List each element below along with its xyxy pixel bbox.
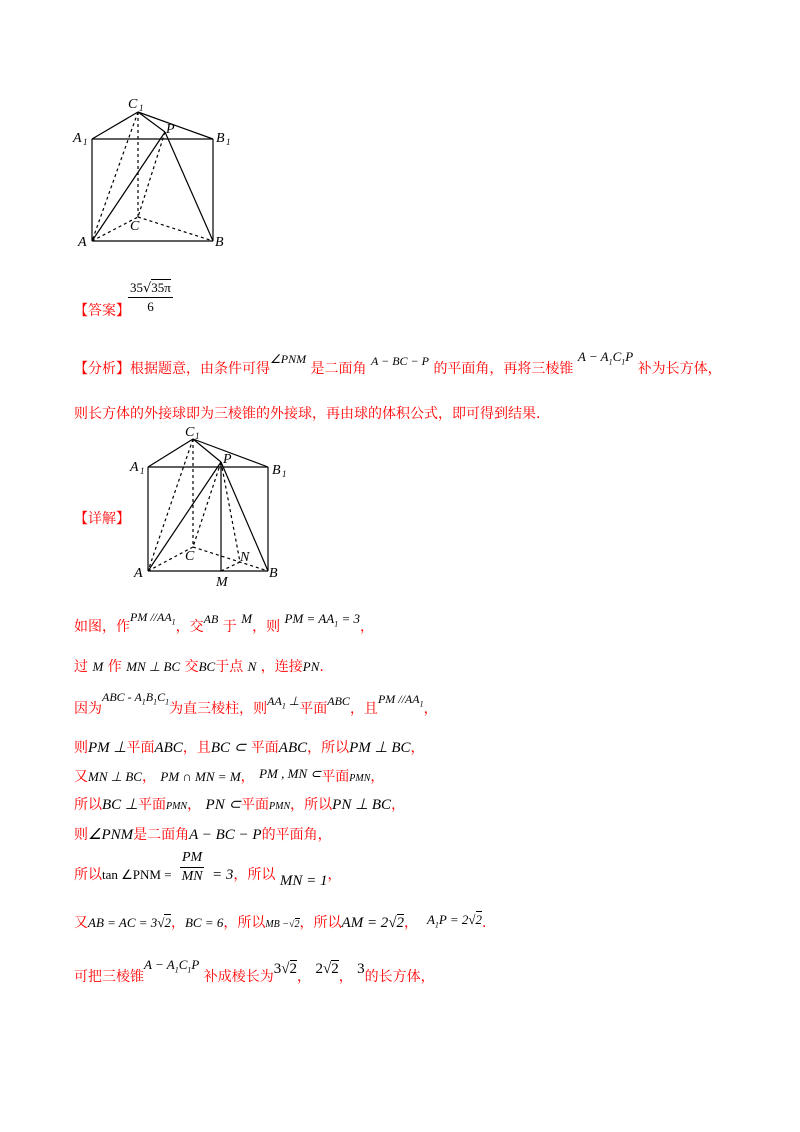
- label2-b1: B: [272, 463, 281, 478]
- label2-a: A: [134, 566, 143, 581]
- d2-t4: 于点: [215, 659, 244, 675]
- d4-t4: 平面: [250, 740, 279, 756]
- d1-m1a: PM //AA: [130, 610, 172, 624]
- d3-m4sub: 1: [419, 699, 424, 709]
- d10-m2: 3√2: [273, 961, 297, 977]
- d10-m1sub2: 1: [187, 965, 192, 975]
- label-a: A: [78, 235, 87, 250]
- d2-m4: N: [247, 659, 257, 674]
- d9-r1: 2: [164, 915, 171, 930]
- d9-r4: 2: [396, 915, 405, 931]
- analysis-text-2: 是二面角: [310, 361, 367, 377]
- d5-t5: ，: [370, 769, 385, 785]
- d9-t3: ，所以: [223, 915, 266, 931]
- d1-t1: 如图，作: [74, 619, 130, 635]
- d2-t1: 过: [74, 659, 88, 675]
- d7-t2: 是二面角: [133, 827, 190, 843]
- label2-c1: C: [185, 425, 195, 440]
- d2-t3: 交: [184, 659, 199, 675]
- d4-m1: PM ⊥: [88, 740, 127, 756]
- d2-t2: 作: [107, 659, 122, 675]
- analysis-math-pyramid: [577, 349, 634, 367]
- d8-t3: ，: [327, 867, 342, 883]
- label2-a1-sub: 1: [140, 466, 145, 476]
- d9-m2: BC = 6: [184, 915, 224, 930]
- d10-m1a: A − A: [144, 957, 175, 972]
- d6-m1: BC ⊥: [102, 797, 138, 813]
- analysis-text-3: 的平面角，再将三棱锥: [433, 361, 574, 377]
- label2-m: M: [216, 575, 228, 590]
- d2-m2: MN ⊥ BC: [126, 659, 181, 674]
- d6-t6: ，: [391, 797, 406, 813]
- d10-r2: 2: [289, 961, 297, 977]
- d3-m1sub: 1: [141, 697, 146, 707]
- d9-m1a: AB = AC = 3: [88, 915, 158, 930]
- detail-line-3: [74, 690, 438, 718]
- d1-m3: M: [241, 611, 253, 626]
- d1-m1sub: 1: [171, 617, 176, 627]
- d3-m1sub3: 1: [165, 697, 170, 707]
- d3-m4: [377, 692, 424, 709]
- label-b1: B: [216, 131, 225, 146]
- d1-m4b: = 3: [338, 611, 361, 626]
- d1-t5: ，: [360, 619, 375, 635]
- pyr-c: P: [625, 349, 634, 364]
- d2-t5: ，连接: [260, 659, 303, 675]
- d10-r3: 2: [331, 961, 339, 977]
- d6-m4: PMN: [269, 801, 291, 812]
- label2-p: P: [223, 452, 232, 467]
- d3-m2sub: 1: [281, 701, 286, 711]
- pyr-sub2: 1: [621, 357, 626, 367]
- d6-m5: PN ⊥ BC: [332, 797, 392, 813]
- d1-t2: ，交: [175, 619, 204, 635]
- label-c1: C: [128, 97, 138, 112]
- d8-den: MN: [181, 869, 203, 884]
- d5-m2: PM ∩ MN = M: [160, 769, 241, 784]
- d5-t3: ，: [240, 769, 255, 785]
- label2-b1-sub: 1: [282, 469, 287, 479]
- d10-m1: [144, 957, 200, 975]
- detail-line-8-prefix: [74, 864, 172, 884]
- d1-t3: 于: [222, 619, 237, 635]
- d2-m3: BC: [198, 659, 216, 674]
- analysis-label: 【分析】: [74, 361, 130, 377]
- d10-m4: 3: [357, 961, 365, 977]
- prism-figure-2: [128, 425, 298, 590]
- label-b: B: [215, 235, 224, 250]
- d8-num: PM: [180, 850, 204, 868]
- analysis-text-1: 根据题意，由条件可得: [130, 361, 270, 377]
- d6-t1: 所以: [74, 797, 102, 813]
- d8-fraction: [180, 850, 204, 885]
- d7-t1: 则: [74, 827, 88, 843]
- d5-m1: MN ⊥ BC: [88, 769, 142, 784]
- d8-m3: MN = 1: [279, 873, 328, 889]
- d10-t3: ，: [297, 969, 311, 985]
- d4-m3: BC ⊂: [210, 740, 247, 756]
- d4-t5: ，所以: [307, 740, 350, 756]
- d4-t3: ，且: [182, 740, 211, 756]
- d9-m5: $A_1P = 2√2$: [426, 912, 483, 930]
- d3-m1b: B: [145, 690, 154, 704]
- answer-den: 6: [147, 299, 154, 314]
- answer-num-a: 35: [130, 280, 143, 295]
- d3-m2a: AA: [267, 694, 282, 708]
- d3-m1a: ABC - A: [102, 690, 142, 704]
- prism-figure-1: [70, 95, 240, 255]
- d3-m1sub2: 1: [153, 697, 158, 707]
- d9-t2: ，: [170, 915, 185, 931]
- d10-m2a: 3: [273, 961, 282, 977]
- d5-t4: 平面: [321, 769, 350, 785]
- d6-t5: ，所以: [290, 797, 333, 813]
- d5-t2: ，: [141, 769, 156, 785]
- d5-t1: 又: [74, 769, 88, 785]
- d2-m1: M: [92, 659, 104, 674]
- d3-t4: ，且: [349, 701, 378, 717]
- d1-m4: [284, 611, 361, 629]
- label-c: C: [130, 219, 140, 234]
- label2-a1: A: [130, 460, 139, 475]
- d10-t5: 的长方体，: [364, 969, 435, 985]
- d3-m1: [102, 690, 170, 707]
- d3-m3: ABC: [327, 694, 350, 708]
- d5-m4: PMN: [349, 773, 371, 784]
- pyr-sub: 1: [608, 357, 613, 367]
- d8-m2: = 3: [212, 867, 234, 883]
- d9-m4a: AM = 2: [341, 915, 389, 931]
- analysis-math-angle: ∠PNM: [270, 352, 307, 366]
- d3-t5: ，: [423, 701, 438, 717]
- d2-t6: .: [319, 659, 324, 675]
- d9-m5a: A: [426, 912, 435, 927]
- d9-m5b: P = 2: [438, 912, 469, 927]
- d3-m2: [267, 694, 300, 711]
- d9-t1: 又: [74, 915, 88, 931]
- analysis-text-4: 补为长方体，: [637, 361, 722, 377]
- detail-line-10: [74, 957, 435, 987]
- detail-line-4: [74, 737, 425, 757]
- d1-t4: ，则: [252, 619, 281, 635]
- d10-t2: 补成棱长为: [203, 969, 274, 985]
- d1-m4a: PM = AA: [284, 611, 335, 626]
- d10-m1c: P: [191, 957, 200, 972]
- d6-m3: PN ⊂: [205, 797, 242, 813]
- label-a1-sub: 1: [83, 137, 88, 147]
- detail-line-8-suffix: [212, 864, 342, 889]
- label2-n: N: [240, 550, 250, 565]
- analysis-line-1: [74, 349, 722, 379]
- label2-b: B: [269, 566, 278, 581]
- detail-label: 【详解】: [74, 511, 130, 527]
- d9-m3a: MB −: [265, 919, 290, 930]
- d4-t1: 则: [74, 740, 88, 756]
- d10-t1: 可把三棱锥: [74, 969, 144, 985]
- d10-m3: 2√2: [315, 961, 339, 977]
- d3-t3: 平面: [299, 701, 328, 717]
- label2-c1-sub: 1: [195, 431, 200, 441]
- d1-m4sub: 1: [334, 619, 339, 629]
- d8-t2: ，所以: [233, 867, 276, 883]
- d9-m3: MB −√2: [265, 919, 300, 930]
- label2-c: C: [185, 549, 195, 564]
- pyr-a: A − A: [577, 349, 609, 364]
- d6-t4: 平面: [241, 797, 270, 813]
- d6-t2: 平面: [137, 797, 166, 813]
- d10-m1sub: 1: [174, 965, 179, 975]
- d4-m4: ABC: [278, 740, 308, 756]
- label-c1-sub: 1: [139, 103, 144, 113]
- d9-t4: ，所以: [299, 915, 342, 931]
- detail-line-6: [74, 794, 405, 814]
- answer-num-b: 35π: [151, 280, 171, 295]
- d9-t6: .: [482, 915, 487, 931]
- d2-m5: PN: [302, 659, 320, 674]
- detail-line-7: [74, 824, 332, 844]
- d9-m1: AB = AC = 3√2: [88, 915, 171, 930]
- detail-line-5: [74, 766, 384, 786]
- d9-m4: AM = 2√2: [341, 915, 405, 931]
- answer-fraction: $\frac{35√35\pi}{6}$: [130, 280, 171, 314]
- answer-label: 【答案】: [74, 303, 130, 319]
- d4-m2: ABC: [154, 740, 183, 756]
- d10-m1b: C: [178, 957, 188, 972]
- d1-m2: AB: [203, 612, 219, 626]
- detail-line-1: [74, 610, 375, 637]
- label-a1: A: [73, 131, 82, 146]
- d9-r3: 2: [294, 919, 300, 930]
- d6-m2: PMN: [165, 801, 188, 812]
- d3-m2b: ⊥: [285, 694, 300, 708]
- d8-m1: tan ∠PNM =: [102, 867, 172, 882]
- label-p: P: [166, 122, 175, 137]
- label-b1-sub: 1: [226, 137, 231, 147]
- d4-t2: 平面: [126, 740, 155, 756]
- detail-line-9: [74, 912, 486, 933]
- analysis-math-dihedral: A − BC − P: [371, 354, 429, 368]
- d9-r5: 2: [475, 912, 483, 927]
- d3-t2: 为直三棱柱，则: [169, 701, 268, 717]
- d7-m1: ∠PNM: [88, 827, 134, 843]
- d4-m5: PM ⊥ BC: [349, 740, 411, 756]
- d9-t5: ，: [404, 915, 419, 931]
- analysis-line-2: 则长方体的外接球即为三棱锥的外接球，再由球的体积公式，即可得到结果.: [74, 406, 541, 422]
- pyr-b: C: [612, 349, 622, 364]
- d7-t3: 的平面角，: [261, 827, 332, 843]
- d6-t3: ，: [187, 797, 202, 813]
- d4-t6: ，: [410, 740, 425, 756]
- detail-line-2: [74, 656, 324, 676]
- d10-t4: ，: [338, 969, 353, 985]
- d5-m3: PM , MN ⊂: [259, 766, 322, 781]
- d10-m3a: 2: [315, 961, 323, 977]
- d3-t1: 因为: [74, 701, 102, 717]
- d1-m1: [130, 610, 176, 627]
- d3-m4a: PM //AA: [377, 692, 420, 706]
- d9-m5sub: 1: [434, 920, 439, 930]
- d8-t1: 所以: [74, 867, 102, 883]
- d3-m1c: C: [157, 690, 166, 704]
- d7-m2: A − BC − P: [189, 827, 262, 843]
